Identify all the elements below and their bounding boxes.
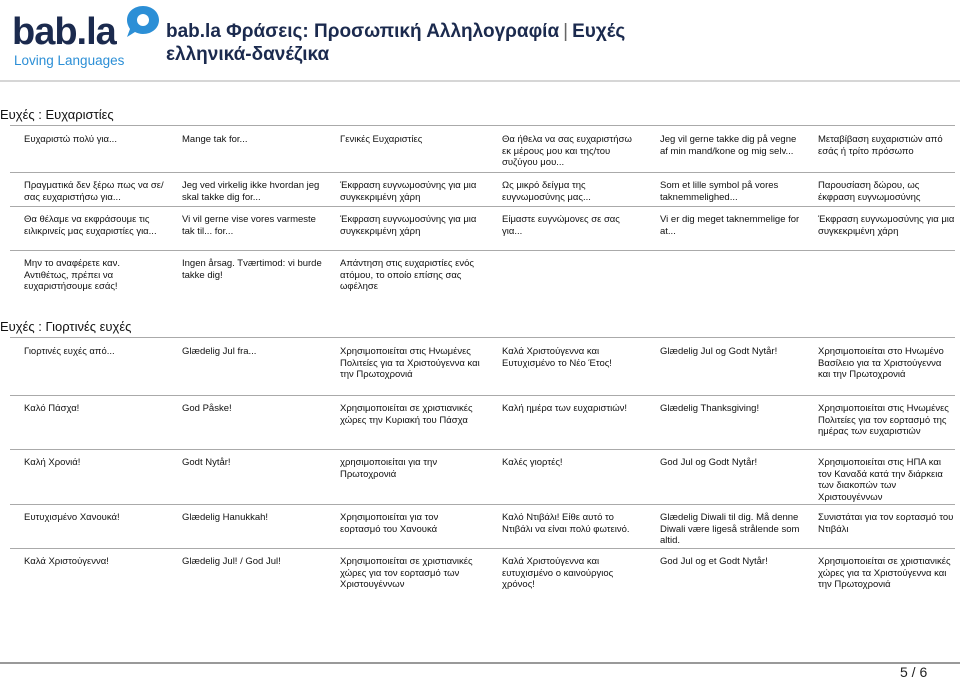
row-divider (10, 504, 955, 505)
phrase-cell: Καλά Χριστούγεννα και Ευτυχισμένο το Νέο Έτος! (502, 346, 612, 369)
section-title: Ευχές : Γιορτινές ευχές (0, 319, 132, 334)
phrase-cell: Χρησιμοποιείται στις ΗΠΑ και τον Καναδά κατά την διάρκεια των διακοπών των Χριστουγέννων (818, 457, 943, 503)
phrase-cell: Godt Nytår! (182, 457, 231, 468)
phrase-cell: Συνιστάται για τον εορτασμό του Ντιβάλι (818, 512, 954, 535)
section-divider (10, 337, 955, 338)
title-separator: | (563, 21, 569, 42)
phrase-cell: Έκφραση ευγνωμοσύνης για μια συγκεκριμένη χάρη (340, 180, 477, 203)
phrase-cell: Glædelig Jul! / God Jul! (182, 556, 281, 567)
footer-divider (0, 662, 960, 664)
phrase-cell: Καλές γιορτές! (502, 457, 563, 468)
phrase-cell: Γενικές Ευχαριστίες (340, 134, 423, 145)
phrase-cell: Ως μικρό δείγμα της ευγνωμοσύνης μας... (502, 180, 591, 203)
page-number: 5 / 6 (900, 664, 928, 680)
title-phrases: bab.la Φράσεις: Προσωπική Αλληλογραφία (166, 21, 560, 42)
phrase-cell: Καλή Χρονιά! (24, 457, 81, 468)
phrase-cell: Χρησιμοποιείται σε χριστιανικές χώρες την Κυριακή του Πάσχα (340, 403, 473, 426)
phrase-cell: Καλά Χριστούγεννα! (24, 556, 109, 567)
phrase-cell: God Jul og Godt Nytår! (660, 457, 758, 468)
row-divider (10, 172, 955, 173)
phrase-cell: Som et lille symbol på vores taknemmelighed... (660, 180, 779, 203)
page-title (166, 20, 625, 66)
row-divider (10, 449, 955, 450)
section-divider (10, 125, 955, 126)
title-category: Ευχές (572, 21, 626, 42)
phrase-cell: Jeg vil gerne takke dig på vegne af min mand/kone og mig selv... (660, 134, 797, 157)
phrase-cell: Χρησιμοποιείται για τον εορτασμό του Χανουκά (340, 512, 439, 535)
phrase-cell: Ingen årsag. Tværtimod: vi burde takke dig! (182, 258, 322, 281)
phrase-cell: Ευτυχισμένο Χανουκά! (24, 512, 120, 523)
babla-logo (12, 4, 152, 72)
phrase-cell: Καλό Πάσχα! (24, 403, 80, 414)
phrase-cell: Παρουσίαση δώρου, ως έκφραση ευγνωμοσύνης (818, 180, 921, 203)
logo-tagline: Loving Languages (14, 53, 125, 68)
section-title: Ευχές : Ευχαριστίες (0, 107, 114, 122)
row-divider (10, 395, 955, 396)
phrase-cell: Είμαστε ευγνώμονες σε σας για... (502, 214, 620, 237)
phrase-cell: Mange tak for... (182, 134, 248, 145)
phrase-cell: Πραγματικά δεν ξέρω πως να σε/σας ευχαριστήσω για... (24, 180, 164, 203)
logo-wordmark: bab.la (12, 11, 116, 53)
phrase-cell: Vi vil gerne vise vores varmeste tak til... for... (182, 214, 316, 237)
phrase-cell: Μην το αναφέρετε καν. Αντιθέτως, πρέπει να ευχαριστήσουμε εσάς! (24, 258, 121, 292)
phrase-cell: Έκφραση ευγνωμοσύνης για μια συγκεκριμένη χάρη (340, 214, 477, 237)
phrase-cell: Glædelig Jul og Godt Nytår! (660, 346, 778, 357)
phrase-cell: Glædelig Hanukkah! (182, 512, 269, 523)
phrase-cell: Χρησιμοποιείται στις Ηνωμένες Πολιτείες για τα Χριστούγεννα και την Πρωτοχρονιά (340, 346, 480, 380)
phrase-cell: Καλά Χριστούγεννα και ευτυχισμένο ο καινούργιος χρόνος! (502, 556, 614, 590)
phrase-cell: Καλό Ντιβάλι! Είθε αυτό το Ντιβάλι να είναι πολύ φωτεινό. (502, 512, 630, 535)
title-language-pair: ελληνικά-δανέζικα (166, 44, 330, 65)
row-divider (10, 548, 955, 549)
phrase-cell: Γιορτινές ευχές από... (24, 346, 115, 357)
phrase-cell: Glædelig Diwali til dig. Må denne Diwali være ligeså strålende som altid. (660, 512, 800, 546)
row-divider (10, 250, 955, 251)
phrase-cell: God Påske! (182, 403, 232, 414)
phrase-cell: Απάντηση στις ευχαριστίες ενός ατόμου, το οποίο επίσης σας ωφέλησε (340, 258, 474, 292)
phrase-cell: Χρησιμοποιείται σε χριστιανικές χώρες για τον εορτασμό των Χριστουγέννων (340, 556, 473, 590)
phrase-cell: Ευχαριστώ πολύ για... (24, 134, 117, 145)
phrase-cell: Χρησιμοποιείται σε χριστιανικές χώρες για τα Χριστούγεννα και την Πρωτοχρονιά (818, 556, 951, 590)
phrase-cell: Καλή ημέρα των ευχαριστιών! (502, 403, 628, 414)
phrase-cell: Θα ήθελα να σας ευχαριστήσω εκ μέρους μου και της/του συζύγου μου... (502, 134, 632, 168)
speech-bubble-icon (124, 4, 162, 40)
phrase-cell: Μεταβίβαση ευχαριστιών από εσάς ή τρίτο πρόσωπο (818, 134, 943, 157)
phrase-cell: Χρησιμοποιείται στις Ηνωμένες Πολιτείες για τον εορτασμό της ημέρας των ευχαριστιών (818, 403, 949, 437)
header-divider (0, 80, 960, 82)
phrase-cell: Jeg ved virkelig ikke hvordan jeg skal takke dig for... (182, 180, 320, 203)
phrase-cell: God Jul og et Godt Nytår! (660, 556, 768, 567)
phrase-cell: Glædelig Thanksgiving! (660, 403, 760, 414)
page-header (0, 0, 960, 78)
phrase-cell: Vi er dig meget taknemmelige for at... (660, 214, 800, 237)
row-divider (10, 206, 955, 207)
phrase-cell: Έκφραση ευγνωμοσύνης για μια συγκεκριμένη χάρη (818, 214, 955, 237)
phrase-cell: χρησιμοποιείται για την Πρωτοχρονιά (340, 457, 438, 480)
phrase-cell: Glædelig Jul fra... (182, 346, 257, 357)
phrase-cell: Χρησιμοποιείται στο Ηνωμένο Βασίλειο για τα Χριστούγεννα και την Πρωτοχρονιά (818, 346, 944, 380)
phrase-cell: Θα θέλαμε να εκφράσουμε τις ειλικρινείς μας ευχαριστίες για... (24, 214, 157, 237)
